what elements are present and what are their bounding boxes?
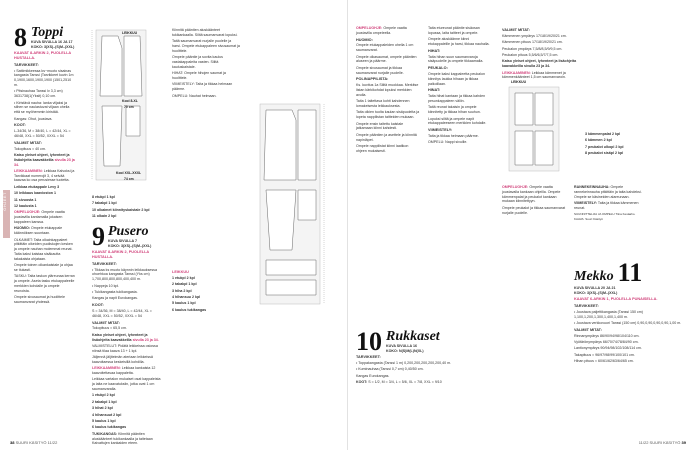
- legend-item: 10 olkaimet kiinnityskaistale 2 kpl: [92, 207, 150, 212]
- tarvikkeet-text-3: • Tukikangasta tukikangasta.: [92, 289, 138, 294]
- ompelu-text: OMPELU: Nappi sivuille.: [428, 140, 468, 145]
- leikkaus-list-heading: Leikkaa etukappale Levy 3: [14, 184, 60, 189]
- magazine-name-left: SUURI KÄSITYÖ 11/22: [15, 440, 58, 445]
- leikkaus-item: 6 kaulus tukikangas: [92, 425, 127, 430]
- left-footer: [10, 440, 57, 445]
- piece-kammenpala: [535, 93, 553, 125]
- koot-text: L-34/36, M = 38/40, L = 42/44, XL = 46/48, XXL = 50/52, XXXL = 54: [14, 129, 71, 138]
- pattern-9-column: [92, 222, 162, 448]
- pattern-11-section: KAAVAT 6-ARKIN 1, PUOLELLA PUNAISELLA.: [574, 297, 658, 302]
- polinappi-text: Ks. kuvitus 1a Silitä muokkaa. Merkitse listan kärkikohdat lopuksi merkkien avulla.: [356, 83, 419, 97]
- piece-hiha: [266, 190, 296, 250]
- piece-olkain: [102, 106, 122, 166]
- koot-heading: KOOT:: [92, 303, 104, 308]
- koot-heading: KOOT:: [356, 380, 368, 385]
- leikkaaminen-text: Leikkaa kämmenet ja kämmenkäänteet 1,5 cm saumanvaroin.: [502, 70, 566, 80]
- pattern-8-number: 8: [14, 23, 27, 53]
- viimeistely-text: Taita ja tikkaa helmaan päärme.: [428, 133, 479, 138]
- leikkaus-item: 5 kaulus 1 kpl: [92, 419, 116, 424]
- right-column-1: [356, 26, 420, 155]
- tarvikkeet-text: • Sattimikkeessa ks−muoto sisainas kangasta Tanssi (Tarvikkeet kuvin 1m 0,1900,1600,1900,1900 (1501,2510 m.: [14, 68, 74, 87]
- leikkuu-label: LEIKKUU: [122, 31, 138, 35]
- side-tab-label: OHJEET: [2, 192, 7, 211]
- kaava-note: Katso yleiset ohjeet, lyhenteet ja lisäohjeita kaavakkeilla: [14, 152, 70, 162]
- credit-text: SUUNNITTELIJA JA OMPELU Tiina Kesäaho. KAAVA: Suuri Käsityö: [574, 212, 636, 221]
- valmiit-text: Tokopituus ≈ 40 cm.: [14, 146, 46, 151]
- huomio-text: Ompele etukappale käännöksen suuntaan.: [14, 226, 63, 236]
- col2-text: Ompele aluskäänne kiinni etukappaleille ja harsi, tikkaa nauhalla.: [428, 37, 490, 46]
- pattern-8-sizes: KOKO: 3(XS)–(S)M–(XXL): [31, 44, 75, 49]
- kangas-text: Kangas Eurokangas.: [356, 373, 390, 378]
- kangas-text: Kangas: Ohut, joustava.: [14, 116, 53, 121]
- pattern-10-number: 10: [356, 327, 382, 357]
- tarvikkeet-heading: TARVIKKEET:: [356, 355, 381, 360]
- valmiit-text: Peukalon ympärys 7,5/8/8,5/9/9,5 cm.: [502, 46, 563, 51]
- ompeluohje-heading: OMPELUOHJE:: [502, 185, 529, 189]
- peukalo-text: Ompele kaksi kappaleetta peukalon kiinnitys laukka hihaan ja tikkaa paikoillaan.: [428, 71, 485, 86]
- tarvikkeet-text: • Joustava paljettikangasta (Tanssi 150 cm) 1,100,1,200,1,300,1,400,1,400 m.: [574, 309, 643, 319]
- valmiit-heading: VALMIIT MITAT:: [92, 320, 120, 325]
- tarvikkeet-text-3: • Kiristävä nauha: lanka viljaksi ja siihen se naulastuvat viljaan ohella että se myöhemmin kiristää.: [14, 100, 70, 115]
- polinappi-heading: POLINAPPILISTA:: [356, 77, 389, 82]
- continued-text: VIIMEISTELY: Taita ja tikkaa helmaan päärme.: [172, 82, 233, 92]
- pattern-9-number: 9: [92, 222, 105, 252]
- koot-heading: KOOT:: [14, 123, 26, 128]
- legend-item: 5 kaulus 1 kpl: [172, 301, 196, 306]
- huomio-text: Ompele etukappaleiden ohella 1 cm saumanvarat.: [356, 43, 414, 53]
- leikkaus-item: 12 kaulusta 1: [14, 204, 37, 209]
- size-label-2: Kool XXL-XXXL: [116, 171, 142, 175]
- pattern-8-title: Toppi: [31, 25, 64, 40]
- olkaimet-text: Ompele ensin taitettu kaistale jatkamaan kiinni kahdesti.: [356, 121, 404, 131]
- size-label-1: Kool 8-XL: [122, 99, 138, 103]
- valmiit-text: Kämmenen pituus 17/18/19/20/21 cm.: [502, 40, 563, 45]
- pattern-8-column: [14, 23, 76, 306]
- taita-text: Taita 1 taitettava kohti kahdennen lomakeisesta leikkauksesta.: [356, 99, 410, 108]
- olkain-text: Ompele toinen olkankaistale ja ohjaa se tiukasti.: [14, 263, 73, 272]
- koot-text: S = 1/2, M = 3/4, L = 5/6, XL = 7/8, XXL = 9/10: [368, 380, 442, 385]
- pattern-9-continued: [172, 28, 240, 100]
- width-label-2: 74 cm: [124, 177, 134, 181]
- ompele-text: Ompele olkasaumat, ompele pääntien aluseen ja päärme.: [356, 54, 417, 64]
- sivusaumat-text: Ompele sivusaumat ja huolittele saumanvarat yhdessä.: [14, 295, 65, 304]
- ompeluohje-text: Ompele vaatta joustavilla ompeleella.: [356, 26, 407, 35]
- pattern-9-section: KAAVAT 8-ARKIN 2, PUOLELLA HUSTALLA.: [92, 250, 150, 259]
- katso-note: Katso yleiset ohjeet, lyhenteet ja lisäohjeita kaavakkeilla sivulla 23 ja 34.: [502, 59, 577, 69]
- leikkaaminen-heading: LEIKKAAMINEN:: [92, 366, 121, 371]
- piece-hihansuu: [298, 190, 316, 220]
- valmiit-heading: VALMIIT MITAT:: [574, 327, 602, 332]
- legend-item: 7 peukalot ulkopl 2 kpl: [585, 144, 624, 149]
- legend-item: 11 olkain 2 kpl: [92, 214, 117, 219]
- rannekeosa-text: Ompele rannekeinnauha pitkittäin ja taita kahdeksi. Ompele se käsineiden alareunaan.: [574, 185, 642, 199]
- valmiit-text: Hihan pituus ≈ 60/61/62/63/64/65 cm.: [574, 359, 634, 364]
- ompeluohje-heading: OMPELUOHJE:: [14, 210, 41, 215]
- piece-takakpl: [298, 110, 316, 180]
- pattern-9-title: Pusero: [108, 224, 149, 239]
- legend-item: 3 kämmenpalat 2 kpl: [585, 132, 621, 136]
- continued-text: HIHAT: Ompele hihojen saumat ja huolittele.: [172, 71, 226, 80]
- right-column-2: [428, 26, 492, 147]
- piece-peukalo-ulko: [515, 131, 533, 165]
- right-column-3: [502, 26, 582, 82]
- valmiit-text: Kämmenen ympärys 17/18/19/20/21 cm.: [502, 33, 567, 38]
- tarvikkeet-text-2: • Joustava verkkovuori Tanssi (150 cm) 0,90,0,90,0,90,0,90,1,00 m.: [574, 320, 682, 325]
- diagram-8-legend: [92, 195, 162, 221]
- leikkaus-item: 10 leikkaus kaavioston 1: [14, 191, 56, 196]
- piece-etukpl: [100, 36, 122, 96]
- page-number-left: 38: [10, 440, 15, 445]
- kaava-page-link[interactable]: sivulla 23 ja 34.: [14, 157, 75, 167]
- piece-takakpl: [124, 36, 142, 96]
- width-label-1: 70 cm: [124, 105, 134, 109]
- leikkaaminen-text-2: Leikkaa vartalon mukaiset osat kappaleista ja laita ne kaavatuksiin, jotka ovat 1 cm saumanvaralla.: [92, 377, 161, 392]
- tasku-text: TASKU: Taita taskun yläreunaa kerran ja ompele. Aseta tasku etukappaleelle merkkien kohdalle ja ompele reunoista.: [14, 274, 75, 293]
- right-column-3-lower: [502, 185, 568, 217]
- pattern-11-title: Mekko: [574, 269, 614, 284]
- leikkaaminen-heading: LEIKKAAMINEN:: [502, 70, 531, 75]
- legend-item: 8 etukpl 1 kpl: [92, 195, 115, 199]
- napinlapet-text: Ompele nappilistat kiinni laatikon ohjeen mukaisesti.: [356, 143, 409, 153]
- leikkaus-item: 1 etukpl 2 kpl: [92, 393, 115, 398]
- valmiit-text: Rinnanympärys 86/90/94/98/104/110 cm.: [574, 333, 640, 338]
- ompeluohje-text: Ompele vaatta joustavilla kantamalla jokaisen kappaleen kanssa.: [14, 210, 65, 225]
- valmiit-text: Ompele pääntien ja asettele ja kiinnitä napinläpet.: [356, 132, 417, 142]
- kangas-text: Kangas ja napit Eurokangas.: [92, 296, 138, 301]
- section-side-tab: [3, 190, 10, 238]
- valmiit-heading: VALMIIT MITAT:: [502, 28, 530, 32]
- cutting-diagram-8: [82, 26, 166, 196]
- pattern-9-page-ref: KUVA SIVULLA 7: [108, 239, 138, 243]
- olkaimet-text: OLKAIMET: Taita olkainkappaleet pitkittäin oikeiden puoliskojen kesken ja ompele nauhan molemmat reunat. Taita kaksi kaistaa sisäkautta takakaista ohjataan.: [14, 237, 73, 261]
- cutting-diagram-10: [505, 80, 565, 175]
- tarvikkeet-text-2: • Pitsinauhaa Tanssi lv 3,3 cm) 3631738(1(Yksit) 0,10 cm.: [14, 89, 63, 99]
- tarvikkeet-heading: TARVIKKEET:: [14, 62, 39, 67]
- valmiit-heading: VALMIIT MITAT:: [14, 140, 42, 145]
- hihat-text: Taita hihan suun saumanvaroja sisäpuolelle ja ompele tikkaamalla.: [428, 54, 484, 64]
- page-gutter: [347, 0, 348, 450]
- pattern-8-section: KAAVAT 8-ARKIN 2, PUOLELLA HUSTALLA.: [14, 51, 72, 60]
- right-column-4: [574, 185, 644, 223]
- col2-text: Taita etureunat pääntie sisäosan lopussa, laita taitteet ja ompele.: [428, 26, 480, 35]
- ompeluohje-heading: OMPELUOHJE:: [356, 26, 383, 30]
- valmiit-text: Vyötärönympärys 66/70/74/78/84/90 cm.: [574, 339, 639, 344]
- viimeistely-text: Taita ja tikkaa kämmenen reunat.: [574, 200, 639, 210]
- pattern-11-block: [574, 258, 684, 366]
- rannekeosa-heading: RANNEKEINNAUHA:: [574, 185, 610, 189]
- continued-text: OMPELU: Nauhat helmaan.: [172, 93, 217, 98]
- legend-item: 7 takakpl 1 kpl: [92, 201, 117, 206]
- huomio-heading: HUOMIO:: [356, 37, 373, 42]
- legend-item: 2 takakpl 1 kpl: [172, 282, 197, 287]
- legend-item: 6 kämmen 2 kpl: [585, 138, 612, 143]
- sivu-text: Ompele sivusaumat ja tikkaa saumanvarat nurjalle puolelle.: [356, 65, 404, 75]
- pattern-10-block: [356, 327, 492, 387]
- taita-text-2: Taita olkien tuolta kaulan sisäpuolelta ja lopeta nappilistan taitteiden mukaan.: [356, 110, 420, 120]
- valmiit-text: Lantionympärys 90/94/98/102/108/114 cm.: [574, 346, 642, 351]
- kaava-note: Katso yleiset ohjeet, lyhenteet ja lisäohjeita kaavakkeilla: [92, 332, 148, 342]
- legend-title: LEIKKUU: [172, 270, 189, 274]
- pattern-10-page-ref: KUVA SIVULLA 16: [386, 344, 418, 348]
- ompeluohje-text-2: Ompele peukalot ja tikkaa saumanvarat nurjalle puolelle.: [502, 205, 566, 215]
- hihat-heading: HIHAT:: [428, 48, 441, 53]
- continued-text: Kiinnitä pääntien aluskäänteet tukikankaalla. Silitä saumanvarat lopuksi.: [172, 28, 238, 37]
- kaava-page-link[interactable]: sivulla 23 ja 34.: [132, 337, 159, 342]
- piece-peukalo-sisa: [535, 131, 553, 165]
- huomio-heading: HUOMIO:: [14, 226, 30, 231]
- valmiit-text: Peukalon pituus 5,5/6/6,5/7/7,5 cm.: [502, 52, 559, 57]
- pattern-9-sizes: KOKO: 3(XS)–(S)M–(XXL): [108, 243, 152, 248]
- magazine-name-right: 11/22 SUURI KÄSITYÖ: [638, 440, 681, 445]
- viimeistely-heading: VIIMEISTELY:: [574, 200, 597, 205]
- right-footer: [639, 440, 686, 445]
- valmiit-text: Takapituus ≈ 96/97/98/99/100/101 cm.: [574, 352, 635, 357]
- pattern-8-page-ref: KUVA SIVULLA 16 JA 17: [31, 40, 73, 44]
- valmistelut-text: VALMISTELUT: Pidätä leikkeissa osiossa niinsä tilaa kaava 13 + 1 kpl.: [92, 343, 158, 353]
- tarvikkeet-text: • Tikkaa ks muoto käynnin leikkauksessa ohuehkoa kangasta Tanssi (Yks cm) 1,700,800,800,800,400,400 m.: [92, 267, 157, 282]
- diagram-9-legend: [172, 270, 242, 314]
- piece-kammen: [515, 93, 533, 125]
- continued-text: Ompele pääntie ja sovita kaulus vastakappaleita vasten. Silitä kauluskaistale.: [172, 55, 223, 69]
- diagram-10-legend: [585, 132, 657, 158]
- viimeistely-heading: VIIMEISTELY:: [428, 128, 453, 133]
- piece-tukikangas: [266, 280, 316, 295]
- hinat-heading: HINAT:: [428, 88, 441, 93]
- pattern-11-page-ref: KUVA SIVULLA 20 JA 21: [574, 286, 616, 290]
- legend-item: 6 kaulus tukikangas: [172, 307, 207, 312]
- piece-kaulus: [266, 260, 316, 275]
- leikkaaminen-text: Leikkaa Kalvoksi ja Tarvikkaat numerojit 3, 4 selvää kaavaa ko osa perusiesse tuotetta.: [14, 168, 75, 183]
- page-number-right: 39: [681, 440, 686, 445]
- pattern-11-number: 11: [617, 258, 643, 287]
- lopuksi-text: Lopuksi silitä ja ompele napit etukappaleeseen merkkien kohdalle.: [428, 116, 487, 126]
- piece-kaistale: [126, 106, 140, 136]
- leikkaus-item: 3 hihat 2 kpl: [92, 406, 113, 411]
- valmiit-text: Tokopituus ≈ 65,5 cm.: [92, 326, 127, 331]
- tarvikkeet-text: • Toppakangasta (Tanssi 1 m) 0,200,200,200,200,200,40 m.: [356, 360, 452, 365]
- leikkaus-item: 11 sivuosta 1: [14, 197, 37, 202]
- leikkaus-item: 4 hihansuut 2 kpl: [92, 412, 122, 417]
- legend-item: 3 hiha 2 kpl: [172, 288, 192, 293]
- piece-etukpl: [264, 110, 296, 180]
- tarvikkeet-heading: TARVIKKEET:: [574, 303, 599, 308]
- pattern-11-sizes: KOKO: 3(XS)–(S)M–(XXL): [574, 290, 618, 295]
- tukikangas-heading: TUKIKANGAS:: [92, 431, 118, 436]
- legend-item: 4 hihansuu 2 kpl: [172, 294, 201, 299]
- leikkuu-label: LEIKKUU: [511, 80, 527, 84]
- legend-item: 8 peukalot sisäpl 2 kpl: [585, 151, 624, 156]
- hinat-text-2: Taitä reunat takaisin ja ompele kiinnitetty ja tikkaa hihan suuhun.: [428, 105, 481, 115]
- tarvikkeet-text-2: • Kuminauhaa (Tanssi 0,7 cm) 0,40/50 cm.: [356, 367, 424, 372]
- continued-text: Taitä saumanvarat nurjalle puolelle ja harsi. Ompele etukappaleen sivusaumat ja huolittele.: [172, 39, 240, 53]
- hinat-text: Taita hihat kantaan ja tikkaa kahden pesunkappaleen väliin.: [428, 94, 486, 103]
- legend-item: 1 etukpl 2 kpl: [172, 275, 195, 280]
- valmistelut-text-2: Jäljennä jäljitelmän ateriaan leikkeissä kaavoitaessa keskeisillä kohdilla.: [92, 355, 153, 364]
- tukikangas-text: Kiinnitä pääntien aluskäänteet tukikankaalla ja taitetaan Kaivattujen kankaiden eteen.: [92, 431, 153, 446]
- ompeluohje-text: Ompele vaatta joustavalla kankaan ohjeilla. Ompele kämmenpalat ja peukalot kankaan mukaan kiinnitettyyn.: [502, 185, 561, 204]
- cutting-diagram-9: [252, 100, 332, 310]
- tarvikkeet-text-2: • Nappeja 10 kpl.: [92, 283, 120, 288]
- leikkaaminen-text: Leikkaa kankaista 12 kaavoitettavaa kappaletta.: [92, 366, 156, 376]
- tarvikkeet-heading: TARVIKKEET:: [92, 261, 117, 266]
- leikkaaminen-heading: LEIKKAAMINEN:: [14, 168, 43, 173]
- pattern-10-sizes: KOKO: N(S)M(L)N(XL): [386, 348, 424, 353]
- koot-text: S = 34/36, M = 38/40, L = 42/44, XL = 46/48, XXL = 50/52, XXXL = 54: [92, 308, 152, 318]
- pattern-10-title: Rukkaset: [386, 329, 440, 344]
- peukalo-heading: PEUKALO:: [428, 66, 448, 71]
- leikkaus-item: 2 takakpl 1 kpl: [92, 399, 117, 404]
